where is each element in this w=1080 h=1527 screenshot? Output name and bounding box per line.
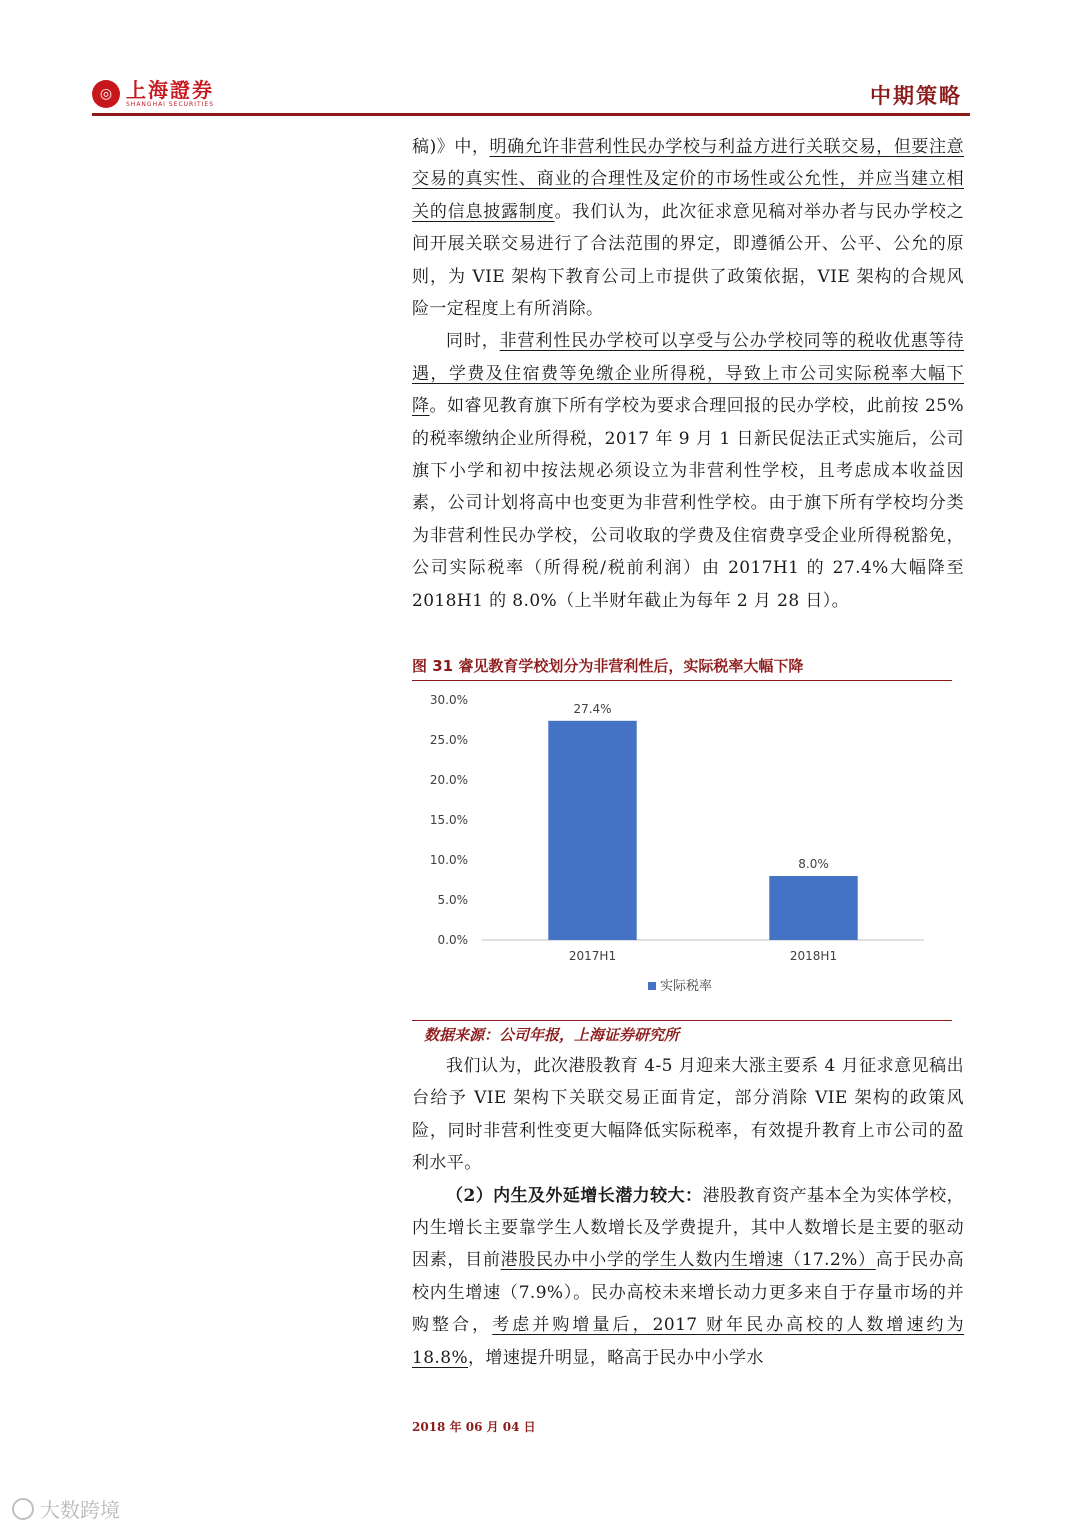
header-divider bbox=[92, 113, 970, 116]
logo-emblem-icon: ◎ bbox=[92, 80, 120, 108]
figure-caption: 图 31 睿见教育学校划分为非营利性后，实际税率大幅下降 bbox=[412, 657, 804, 675]
legend-label: 实际税率 bbox=[660, 979, 713, 994]
text-segment: 同时， bbox=[446, 331, 500, 352]
y-tick-label: 30.0% bbox=[429, 693, 468, 707]
text-segment: 港股教育资产基本全为实体学校，内生增长主要靠学生人数增长及学费提升，其中人数增长是主要的驱动因素，目前 bbox=[412, 1185, 965, 1271]
y-tick-label: 15.0% bbox=[429, 813, 468, 827]
watermark bbox=[12, 1494, 120, 1523]
x-tick-label: 2018H1 bbox=[789, 949, 838, 963]
y-tick-label: 25.0% bbox=[429, 733, 468, 747]
paragraph bbox=[412, 1050, 964, 1180]
y-tick-label: 10.0% bbox=[429, 853, 468, 867]
text-segment: ，增速提升明显，略高于民办中小学水 bbox=[468, 1347, 764, 1368]
section-title: 中期策略 bbox=[870, 83, 962, 108]
paragraph bbox=[412, 131, 964, 325]
footer-date: 2018 年 06 月 04 日 bbox=[412, 1420, 536, 1434]
text-segment: 。我们认为，此次征求意见稿对举办者与民办学校之间开展关联交易进行了合法范围的界定，即遵循公开、公平、公允的原则，为 VIE 架构下教育公司上市提供了政策依据，VIE 架构的合规风险一定程度上有所消除。 bbox=[412, 201, 964, 320]
figure-top-rule bbox=[412, 680, 952, 681]
text-segment: 。如睿见教育旗下所有学校为要求合理回报的民办学校，此前按 25%的税率缴纳企业所得税，2017 年 9 月 1 日新民促法正式实施后，公司旗下小学和初中按法规必须设立为非营利性学校，且考虑成本收益因素，公司计划将高中也变更为非营利性学校。由于旗下所有学校均分类为非营利性民办学校，公司收取的学费及住宿费享受企业所得税豁免，公司实际税率（所得税/税前利润）由 2017H1 的 27.4%大幅降至 2018H1 的 8.0%（上半财年截止为每年 2 月 28 日）。 bbox=[412, 396, 964, 611]
body-text-bottom bbox=[412, 1050, 964, 1374]
logo-chinese-text: 上海證券 bbox=[126, 78, 214, 102]
chart-canvas bbox=[412, 684, 952, 1020]
bar bbox=[548, 721, 636, 940]
body-text-top bbox=[412, 131, 964, 617]
x-tick-label: 2017H1 bbox=[568, 949, 617, 963]
underlined-text: 非营利性民办学校可以享受与公办学校同等的税收优惠等待遇，学费及住宿费等免缴企业所得税，导致上市公司实际税率大幅下降 bbox=[412, 331, 964, 417]
text-segment: 稿)》中， bbox=[412, 137, 490, 157]
data-label: 8.0% bbox=[798, 857, 829, 871]
logo-english-text: SHANGHAI SECURITIES bbox=[126, 101, 215, 108]
figure-bottom-rule bbox=[412, 1020, 952, 1021]
text-segment: 高于民办高校内生增速（7.9%）。民办高校未来增长动力更多来自于存量市场的并购整合， bbox=[412, 1250, 965, 1336]
y-tick-label: 0.0% bbox=[437, 933, 468, 947]
text-segment: （2）内生及外延增长潜力较大： bbox=[446, 1185, 703, 1206]
watermark-text: 大数跨境 bbox=[40, 1498, 120, 1522]
underlined-text: 港股民办中小学的学生人数内生增速（17.2%） bbox=[500, 1250, 876, 1271]
y-tick-label: 20.0% bbox=[429, 773, 468, 787]
legend-swatch bbox=[648, 982, 656, 990]
bar bbox=[769, 876, 857, 940]
underlined-text: 明确允许非营利性民办学校与利益方进行关联交易，但要注意交易的真实性、商业的合理性及定价的市场性或公允性，并应当建立相关的信息披露制度 bbox=[412, 137, 964, 222]
y-tick-label: 5.0% bbox=[437, 893, 468, 907]
data-label: 27.4% bbox=[573, 701, 612, 716]
tax-rate-chart bbox=[412, 684, 952, 1020]
text-segment: 我们认为，此次港股教育 4-5 月迎来大涨主要系 4 月征求意见稿出台给予 VIE 架构下关联交易正面肯定，部分消除 VIE 架构的政策风险，同时非营利性变更大幅降低实际税率，有效提升教育上市公司的盈利水平。 bbox=[412, 1056, 964, 1174]
figure-source: 数据来源：公司年报，上海证券研究所 bbox=[424, 1026, 680, 1044]
paragraph bbox=[412, 1180, 964, 1374]
underlined-text: 考虑并购增量后，2017 财年民办高校的人数增速约为 18.8% bbox=[412, 1315, 964, 1368]
company-logo bbox=[92, 80, 214, 108]
watermark-logo-icon bbox=[12, 1498, 34, 1520]
paragraph bbox=[412, 325, 964, 617]
